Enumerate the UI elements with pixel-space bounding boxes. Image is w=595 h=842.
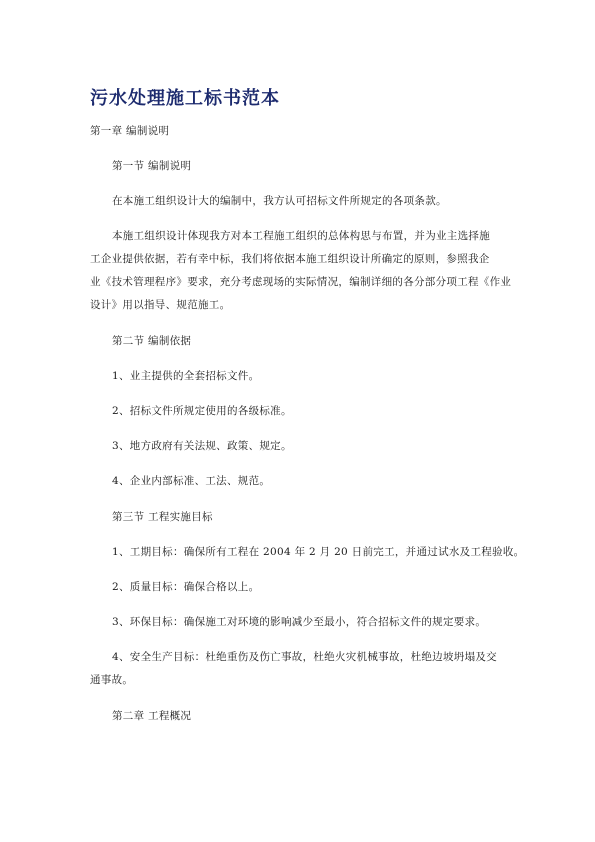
list-item: 4、安全生产目标：杜绝重伤及伤亡事故，杜绝火灾机械事故，杜绝边坡坍塌及交 <box>112 651 497 663</box>
paragraph-line: 工企业提供依据，若有幸中标，我们将依据本施工组织设计所确定的原则，参照我企 <box>90 253 490 265</box>
list-item: 1、业主提供的全套招标文件。 <box>112 370 260 382</box>
section-heading: 第一节 编制说明 <box>112 160 192 172</box>
paragraph-line: 业《技术管理程序》要求，充分考虑现场的实际情况，编制详细的各分部分项工程《作业 <box>90 276 512 288</box>
document-title: 污水处理施工标书范本 <box>90 88 280 109</box>
section-heading: 第二节 编制依据 <box>112 335 192 347</box>
list-item: 1、工期目标：确保所有工程在 2004 年 2 月 20 日前完工，并通过试水及工程验收。 <box>112 546 525 558</box>
list-item: 3、地方政府有关法规、政策、规定。 <box>112 440 292 452</box>
paragraph-line: 本施工组织设计体现我方对本工程施工组织的总体构思与布置，并为业主选择施 <box>112 230 490 242</box>
list-item: 2、招标文件所规定使用的各级标准。 <box>112 405 292 417</box>
list-item: 4、企业内部标准、工法、规范。 <box>112 475 271 487</box>
list-item: 2、质量目标：确保合格以上。 <box>112 581 260 593</box>
chapter-heading: 第一章 编制说明 <box>90 125 170 137</box>
chapter-heading: 第二章 工程概况 <box>112 710 192 722</box>
list-item-continuation: 通事故。 <box>90 674 134 686</box>
list-item: 3、环保目标：确保施工对环境的影响减少至最小，符合招标文件的规定要求。 <box>112 616 487 628</box>
paragraph-line: 设计》用以指导、规范施工。 <box>90 299 231 311</box>
section-heading: 第三节 工程实施目标 <box>112 511 213 523</box>
paragraph-line: 在本施工组织设计大的编制中，我方认可招标文件所规定的各项条款。 <box>112 195 447 207</box>
